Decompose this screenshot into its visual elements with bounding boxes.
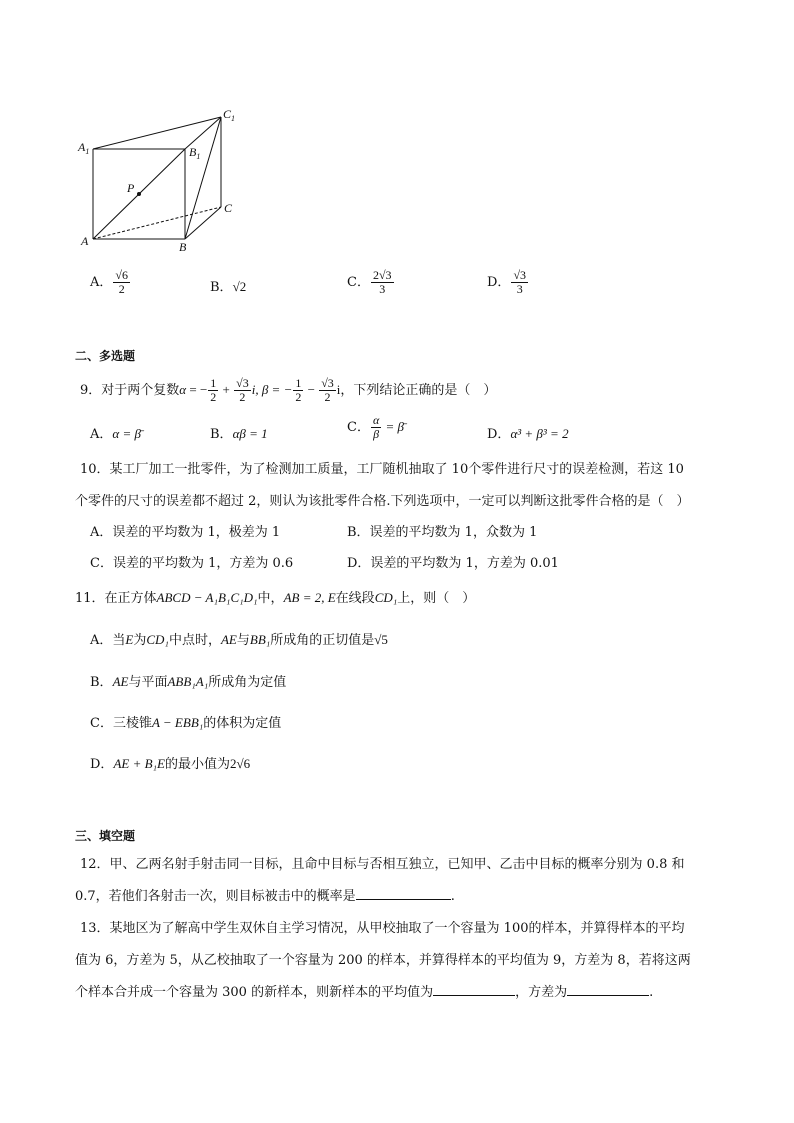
label-a1: $A_1$ [78,140,90,156]
answer-blank-variance[interactable] [567,983,649,996]
q8-option-b[interactable]: B．√2 [210,279,247,295]
question-13-line1: 13．某地区为了解高中学生双休自主学习情况，从甲校抽取了一个容量为 100的样本，并算得样本的平均 [80,921,685,936]
question-10-line1: 10．某工厂加工一批零件，为了检测加工质量，工厂随机抽取了 10个零件进行尺寸的误差检测，若这 10 [80,462,684,477]
frac: $\frac{√3}{3}$ [513,268,527,296]
section-title-multiple-choice: 二、多选题 [75,349,136,363]
q10-option-d[interactable]: D．误差的平均数为 1，方差为 0.01 [347,556,559,571]
question-12-line2: 0.7，若他们各射击一次，则目标被击中的概率是 . [75,889,455,904]
edge-a1-c1 [93,117,221,149]
question-13-line2: 值为 6，方差为 5，从乙校抽取了一个容量为 200 的样本，并算得样本的平均值为 9，方差为 8，若将这两 [75,953,691,968]
prism-figure [75,105,255,255]
q11-option-d[interactable]: D．AE + B₁E的最小值为2√6 [90,756,251,772]
point-p [137,192,141,196]
q9-option-c[interactable]: C． $\frac{\alpha}{\beta}$ = β̄ [347,413,405,441]
edge-a-c-hidden [93,207,221,239]
q11-option-c[interactable]: C．三棱锥A − EBB₁的体积为定值 [90,715,282,731]
answer-blank-mean[interactable] [433,983,515,996]
question-12-line1: 12．甲、乙两名射手射击同一目标，且命中目标与否相互独立，已知甲、乙击中目标的概率分别为 0.8 和 [80,857,685,872]
question-13-line3: 个样本合并成一个容量为 300 的新样本，则新样本的平均值为 ，方差为 . [75,985,654,1000]
q8-option-c[interactable]: C． $\frac{2√3}{3}$ [347,268,392,296]
q8-option-d[interactable]: D． $\frac{√3}{3}$ [487,268,527,296]
question-11: 11．在正方体ABCD − A₁B₁C₁D₁中，AB = 2, E在线段CD₁上，则（ ） [75,590,476,606]
q9-option-a[interactable]: A．α = β̄ [90,426,141,442]
q10-option-b[interactable]: B．误差的平均数为 1，众数为 1 [347,525,538,540]
label-b1: $B_1$ [189,145,201,161]
question-9: 9．对于两个复数α = − $\frac{1}{2}$ + $\frac{√3}{2}$ i, β = − $\frac{1}{2}$ − $\frac{√3}{2}$ i，下列结论正确的是（ ） [80,376,497,404]
answer-blank[interactable] [356,887,451,900]
label-c1: $C_1$ [223,107,236,123]
question-10-line2: 个零件的尺寸的误差都不超过 2，则认为该批零件合格.下列选项中，一定可以判断这批零件合格的是（ ） [75,494,690,509]
q10-option-c[interactable]: C．误差的平均数为 1，方差为 0.6 [90,556,294,571]
frac: $\frac{√6}{2}$ [115,268,128,296]
q9-option-b[interactable]: B．αβ = 1 [210,426,268,442]
label-b: B [179,240,187,254]
q11-option-a[interactable]: A．当E为CD₁中点时，AE与BB₁所成角的正切值是√5 [90,632,388,648]
label-a: A [81,234,89,248]
frac: $\frac{2√3}{3}$ [372,268,392,296]
diagonal-b-c1 [185,117,221,239]
section-title-fill-in: 三、填空题 [75,829,136,843]
label-p: P [127,181,135,195]
q9-option-d[interactable]: D．α³ + β³ = 2 [487,426,569,442]
edge-b-c [185,207,221,239]
q11-option-b[interactable]: B．AE与平面ABB₁A₁所成角为定值 [90,674,287,690]
q8-option-a[interactable]: A． $\frac{√6}{2}$ [90,268,128,296]
label-c: C [224,201,233,215]
q10-option-a[interactable]: A．误差的平均数为 1，极差为 1 [90,525,281,540]
